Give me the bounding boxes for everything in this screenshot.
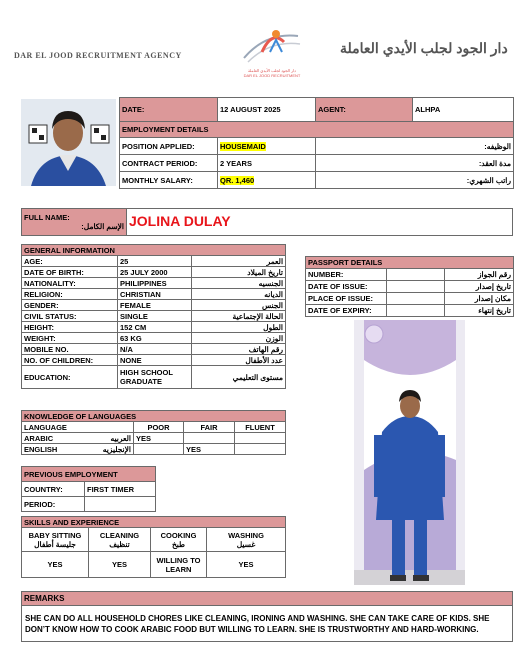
general-info-row [22, 355, 286, 366]
general-info-label-ar: مستوى التعليمي [192, 366, 286, 389]
passport-row [306, 293, 514, 305]
general-info-row [22, 300, 286, 311]
passport-row [306, 305, 514, 317]
salary-value: QR. 1,460 [220, 175, 255, 185]
remarks-text: SHE CAN DO ALL HOUSEHOLD CHORES LIKE CLEANING, IRONING AND WASHING. SHE CAN TAKE CARE OF KIDS. SHE DON’T KNOW HOW TO COOK ARABIC FOOD BUT WILLING TO LEARN. SHE IS TRUSTWORTHY AND HARD-WORKING. [22, 606, 513, 642]
language-fluent [235, 444, 286, 455]
passport-label-ar: مكان إصدار [445, 293, 514, 305]
passport-label: DATE OF ISSUE: [306, 281, 387, 293]
skill-header-en: COOKING [160, 530, 197, 540]
employment-table [119, 97, 514, 189]
general-info-row [22, 366, 286, 389]
general-info-label-ar: تاريخ الميلاد [192, 267, 286, 278]
passport-heading: PASSPORT DETAILS [306, 257, 514, 269]
skill-value: YES [22, 552, 89, 578]
general-info-label: EDUCATION: [22, 366, 118, 389]
general-info-row [22, 311, 286, 322]
passport-value [387, 269, 445, 281]
passport-value [387, 281, 445, 293]
full-name-label-ar: الإسم الكامل: [81, 222, 124, 231]
language-name-ar: الإنجليزيه [102, 444, 131, 454]
logo-caption-ar: دار الجود لجلب الأيدي العاملة [248, 68, 296, 73]
language-row [22, 433, 286, 444]
general-info-label: NATIONALITY: [22, 278, 118, 289]
position-label: POSITION APPLIED: [120, 138, 218, 155]
general-info-label-ar: رقم الهاتف [192, 344, 286, 355]
contract-label: CONTRACT PERIOD: [120, 155, 218, 172]
agent-value: ALHPA [413, 98, 514, 122]
general-info-label-ar: الوزن [192, 333, 286, 344]
general-info-value: SINGLE [118, 311, 192, 322]
lang-col-poor: POOR [134, 422, 184, 433]
general-info-label: MOBILE NO. [22, 344, 118, 355]
date-value: 12 AUGUST 2025 [218, 98, 316, 122]
general-info-value: FEMALE [118, 300, 192, 311]
period-label: PERIOD: [22, 497, 85, 512]
general-info-label-ar: الجنس [192, 300, 286, 311]
full-name-label: FULL NAME: [24, 213, 70, 222]
salary-label: MONTHLY SALARY: [120, 172, 218, 189]
general-info-row [22, 267, 286, 278]
name-table [21, 208, 513, 236]
language-fair: YES [184, 444, 235, 455]
general-info-label-ar: عدد الأطفال [192, 355, 286, 366]
language-poor: YES [134, 433, 184, 444]
general-info-row [22, 344, 286, 355]
skills-table [21, 516, 286, 578]
lang-col-language: LANGUAGE [22, 422, 134, 433]
language-row [22, 444, 286, 455]
previous-employment-heading: PREVIOUS EMPLOYMENT [22, 467, 156, 482]
agent-label: AGENT: [316, 98, 413, 122]
general-info-label-ar: الطول [192, 322, 286, 333]
language-fair [184, 433, 235, 444]
skill-value: YES [207, 552, 286, 578]
contract-label-ar: مدة العقد: [316, 155, 514, 172]
position-value: HOUSEMAID [220, 141, 266, 151]
salary-value-cell [218, 172, 316, 189]
passport-row [306, 281, 514, 293]
portrait-photo [21, 99, 116, 186]
skill-header-en: CLEANING [99, 530, 140, 540]
general-info-label-ar: الحالة الإجتماعية [192, 311, 286, 322]
passport-row [306, 269, 514, 281]
language-fluent [235, 433, 286, 444]
date-label: DATE: [120, 98, 218, 122]
full-name-value: JOLINA DULAY [129, 212, 231, 229]
general-info-value: 25 [118, 256, 192, 267]
general-info-label: AGE: [22, 256, 118, 267]
general-info-value: CHRISTIAN [118, 289, 192, 300]
general-info-value: 25 JULY 2000 [118, 267, 192, 278]
remarks-heading: REMARKS [22, 592, 513, 606]
general-info-label: WEIGHT: [22, 333, 118, 344]
lang-col-fair: FAIR [184, 422, 235, 433]
skill-header-ar: تنظيف [109, 539, 130, 549]
position-value-cell [218, 138, 316, 155]
agency-name-ar: دار الجود لجلب الأيدي العاملة [340, 40, 508, 56]
general-info-value: 63 KG [118, 333, 192, 344]
general-info-value: N/A [118, 344, 192, 355]
skill-header [207, 528, 286, 552]
general-info-label-ar: الديانه [192, 289, 286, 300]
general-info-value: NONE [118, 355, 192, 366]
logo-caption-en: DAR EL JOOD RECRUITMENT [243, 73, 301, 78]
general-info-label: RELIGION: [22, 289, 118, 300]
passport-label: PLACE OF ISSUE: [306, 293, 387, 305]
language-name-ar: العربيه [110, 433, 131, 443]
employment-details-heading: EMPLOYMENT DETAILS [120, 122, 514, 138]
skill-header-en: WASHING [228, 530, 264, 540]
skill-header [89, 528, 151, 552]
languages-heading: KNOWLEDGE OF LANGUAGES [22, 411, 286, 422]
language-name-cell [22, 433, 134, 444]
language-name: ARABIC [24, 433, 54, 443]
salary-label-ar: راتب الشهري: [316, 172, 514, 189]
general-info-row [22, 256, 286, 267]
general-info-label: HEIGHT: [22, 322, 118, 333]
skill-value: WILLING TO LEARN [151, 552, 207, 578]
general-info-row [22, 333, 286, 344]
general-info-row [22, 322, 286, 333]
general-info-table [21, 244, 286, 389]
skill-header-ar: جليسة أطفال [34, 539, 76, 549]
general-info-value: PHILIPPINES [118, 278, 192, 289]
skill-header-en: BABY SITTING [28, 530, 82, 540]
skill-header-ar: طبخ [171, 539, 186, 549]
country-value: FIRST TIMER [85, 482, 156, 497]
passport-value [387, 293, 445, 305]
country-label: COUNTRY: [22, 482, 85, 497]
general-info-label: CIVIL STATUS: [22, 311, 118, 322]
passport-table [305, 256, 514, 317]
general-info-label: GENDER: [22, 300, 118, 311]
remarks-table [21, 591, 513, 642]
general-info-row [22, 278, 286, 289]
passport-value [387, 305, 445, 317]
general-info-row [22, 289, 286, 300]
language-poor [134, 444, 184, 455]
contract-value: 2 YEARS [218, 155, 316, 172]
general-info-label: NO. OF CHILDREN: [22, 355, 118, 366]
skill-header-ar: غسيل [236, 539, 256, 549]
general-info-label-ar: الجنسيه [192, 278, 286, 289]
previous-employment-table [21, 466, 156, 512]
passport-label: DATE OF EXPIRY: [306, 305, 387, 317]
full-name-value-cell [127, 209, 513, 236]
skills-heading: SKILLS AND EXPERIENCE [22, 517, 286, 528]
logo-caption [232, 68, 312, 78]
skill-header [22, 528, 89, 552]
skill-header [151, 528, 207, 552]
general-info-value: 152 CM [118, 322, 192, 333]
passport-label-ar: تاريخ إصدار [445, 281, 514, 293]
general-info-label-ar: العمر [192, 256, 286, 267]
general-info-heading: GENERAL INFORMATION [22, 245, 286, 256]
general-info-label: DATE OF BIRTH: [22, 267, 118, 278]
period-value [85, 497, 156, 512]
languages-table [21, 410, 286, 455]
lang-col-fluent: FLUENT [235, 422, 286, 433]
language-name-cell [22, 444, 134, 455]
general-info-value: HIGH SCHOOL GRADUATE [118, 366, 192, 389]
skill-value: YES [89, 552, 151, 578]
passport-label: NUMBER: [306, 269, 387, 281]
position-label-ar: الوظيفه: [316, 138, 514, 155]
passport-label-ar: رقم الجواز [445, 269, 514, 281]
full-body-photo [354, 320, 465, 585]
language-name: ENGLISH [24, 444, 58, 454]
full-name-label-cell [22, 209, 127, 236]
passport-label-ar: تاريخ إنتهاء [445, 305, 514, 317]
agency-name-en: DAR EL JOOD RECRUITMENT AGENCY [14, 51, 182, 60]
